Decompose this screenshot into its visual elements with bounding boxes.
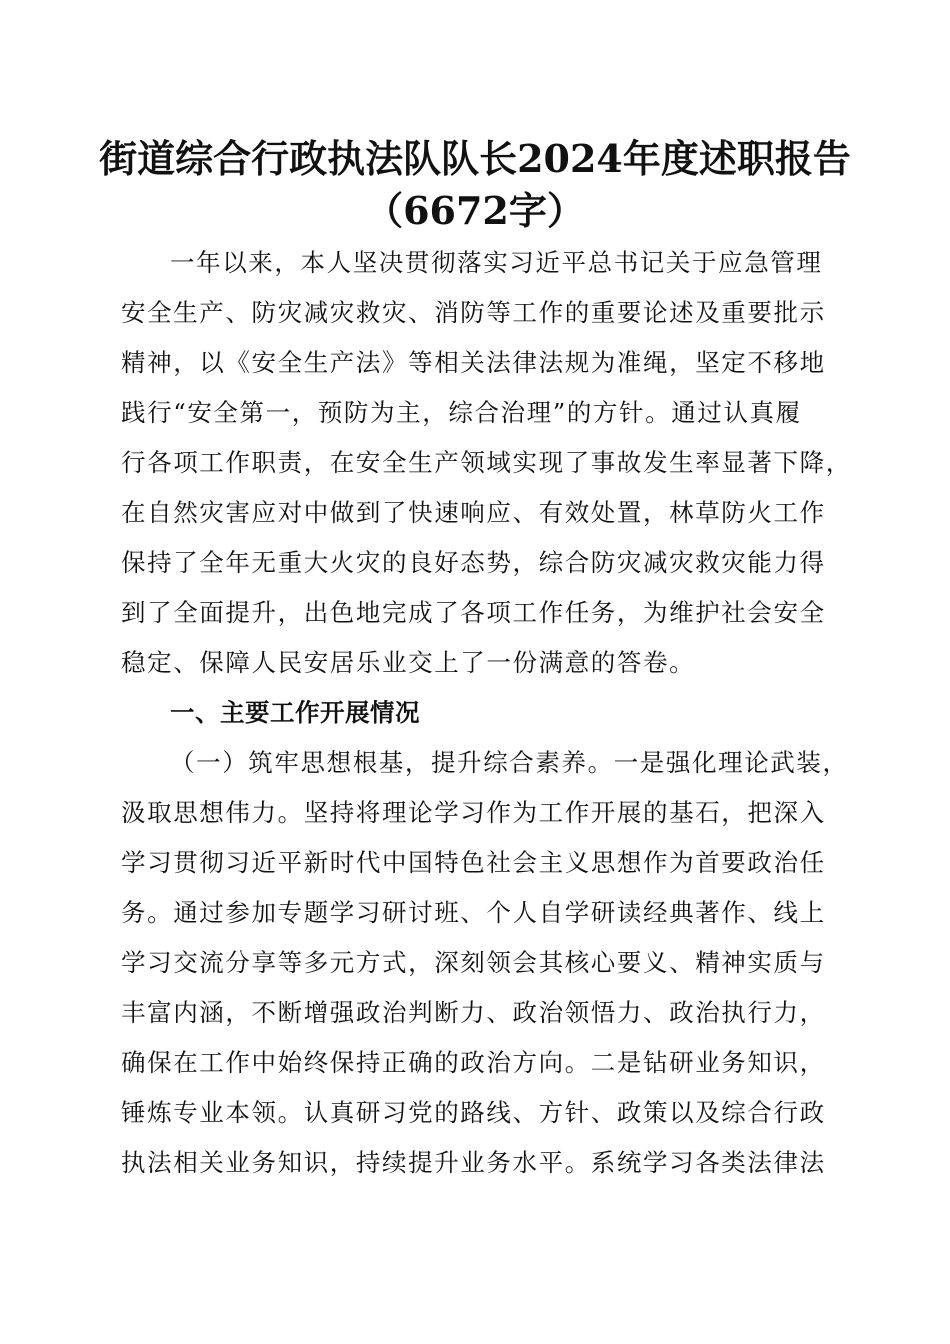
paragraph-line-6: 在自然灾害应对中做到了快速响应、有效处置，林草防火工作 [121,498,826,527]
document-subtitle: （6672字） [365,188,585,233]
paragraph-line-12: 汲取思想伟力。坚持将理论学习作为工作开展的基石，把深入 [121,798,826,827]
document-title: 街道综合行政执法队队长2024年度述职报告 [99,136,851,181]
paragraph-line-8: 到了全面提升，出色地完成了各项工作任务，为维护社会安全 [121,598,826,627]
paragraph-line-14: 务。通过参加专题学习研讨班、个人自学研读经典著作、线上 [121,898,826,927]
paragraph-line-19: 执法相关业务知识，持续提升业务水平。系统学习各类法律法 [121,1148,826,1177]
paragraph-line-5: 行各项工作职责，在安全生产领域实现了事故发生率显著下降， [121,448,852,477]
paragraph-line-11: （一）筑牢思想根基，提升综合素养。一是强化理论武装， [170,748,849,777]
paragraph-line-17: 确保在工作中始终保持正确的政治方向。二是钻研业务知识， [121,1048,826,1077]
paragraph-line-13: 学习贯彻习近平新时代中国特色社会主义思想作为首要政治任 [121,848,826,877]
paragraph-line-15: 学习交流分享等多元方式，深刻领会其核心要义、精神实质与 [121,948,826,977]
section-heading: 一、主要工作开展情况 [170,698,420,727]
paragraph-line-3: 精神，以《安全生产法》等相关法律法规为准绳，坚定不移地 [121,348,826,377]
paragraph-line-1: 一年以来，本人坚决贯彻落实习近平总书记关于应急管理 [170,248,823,277]
paragraph-line-16: 丰富内涵，不断增强政治判断力、政治领悟力、政治执行力， [121,998,826,1027]
paragraph-line-7: 保持了全年无重大火灾的良好态势，综合防灾减灾救灾能力得 [121,548,826,577]
paragraph-line-18: 锤炼专业本领。认真研习党的路线、方针、政策以及综合行政 [121,1098,826,1127]
paragraph-line-2: 安全生产、防灾减灾救灾、消防等工作的重要论述及重要批示 [121,298,826,327]
paragraph-line-4: 践行“安全第一，预防为主，综合治理”的方针。通过认真履 [121,398,802,427]
paragraph-line-9: 稳定、保障人民安居乐业交上了一份满意的答卷。 [121,648,696,677]
